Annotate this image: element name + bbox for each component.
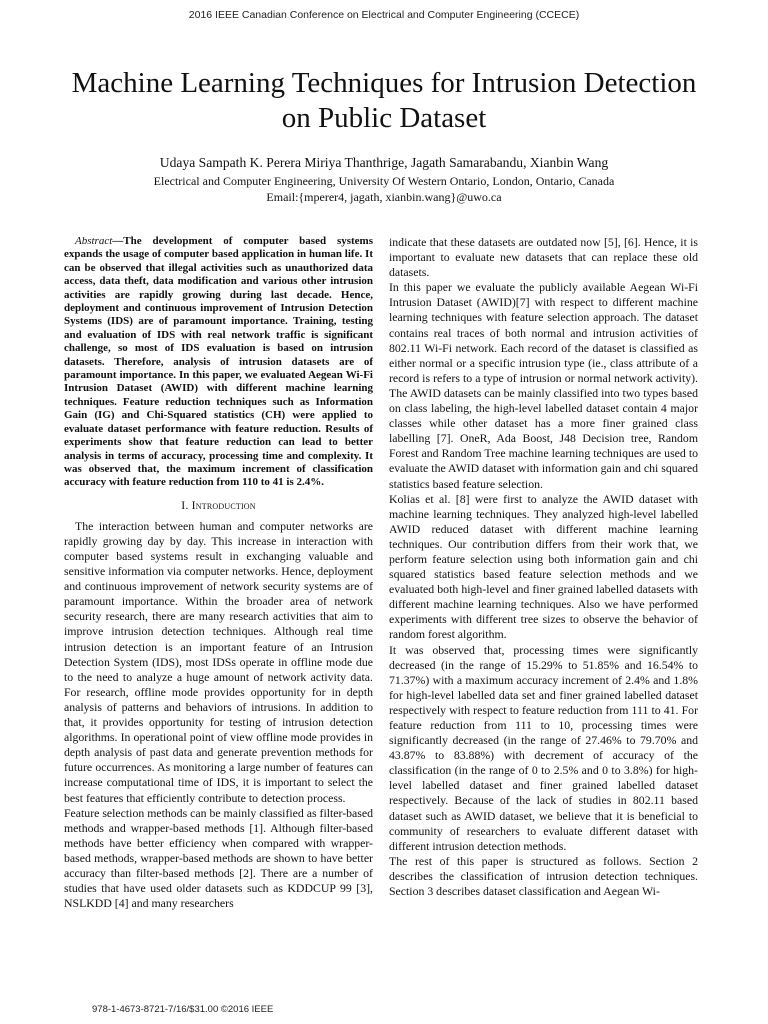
intro-paragraph-3: indicate that these datasets are outdated now [5], [6]. Hence, it is important to evaluate new datasets that can replace these old datasets. [389, 235, 698, 280]
left-column [64, 235, 373, 911]
abstract-label: Abstract [75, 235, 113, 247]
author-list: Udaya Sampath K. Perera Miriya Thanthrige, Jagath Samarabandu, Xianbin Wang [159, 155, 609, 170]
affiliation: Electrical and Computer Engineering, University Of Western Ontario, London, Ontario, Canada [153, 174, 615, 188]
right-column [389, 235, 698, 899]
intro-paragraph-2: Feature selection methods can be mainly classified as filter-based methods and wrapper-based methods [1]. Although filter-based methods have better efficiency when compared with wrapper-based methods, wrapper-based methods are shown to have better accuracy than filter-based methods [2]. There are a number of studies that have used older datasets such as KDDCUP 99 [3], NSLKDD [4] and many researchers [64, 805, 373, 911]
section-title: Introduction [191, 497, 256, 512]
intro-paragraph-7: The rest of this paper is structured as follows. Section 2 describes the classification of intrusion detection techniques. Section 3 describes dataset classification and Aegean Wi- [389, 853, 698, 899]
abstract [64, 235, 373, 490]
section-heading-introduction [64, 498, 373, 513]
copyright-footer: 978-1-4673-8721-7/16/$31.00 ©2016 IEEE [92, 1004, 274, 1015]
intro-paragraph-4: In this paper we evaluate the publicly available Aegean Wi-Fi Intrusion Dataset (AWID)[7] with respect to different machine learning techniques with feature selection approach. The dataset contains real traces of both normal and intrusion activities of 802.11 Wi-Fi network. Each record of the dataset is classified as either normal or a specific intrusion type (ie., class attribute of a record is refers to a type of intrusion or normal network activity). The AWID datasets can be mainly classified into two types based on class labeling, the high-level labelled dataset contain 4 major classes while other dataset has a more finer grained class labelling [7]. OneR, Ada Boost, J48 Decision tree, Random Forest and Random Tree machine learning techniques are used to evaluate the AWID dataset with information gain and chi squared statistics based feature selection. [389, 280, 698, 491]
conference-header: 2016 IEEE Canadian Conference on Electrical and Computer Engineering (CCECE) [188, 9, 580, 21]
intro-paragraph-5: Kolias et al. [8] were first to analyze the AWID dataset with machine learning techniques. They analyzed high-level labelled AWID reduced dataset with different machine learning techniques. Our contribution differs from their work that, we perform feature selection using both information gain and chi squared statistics based feature selection methods and we evaluated both high-level and finer grained labelled datasets with different machine learning techniques. Also we have performed experiments with different tree sizes to observe the behavior of random forest algorithm. [389, 491, 698, 642]
abstract-text: —The development of computer based systems expands the usage of computer based application in human life. It can be observed that illegal activities such as unauthorized data access, data theft, data modification and various other intrusion activities are rapidly growing during last decade. Hence, deployment and continuous improvement of Intrusion Detection Systems (IDS) are of paramount importance. Training, testing and evaluation of IDS with real network traffic is significant challenge, so most of IDS evaluation is based on intrusion datasets. Therefore, analysis of intrusion datasets are of paramount importance. In this paper, we evaluated Aegean Wi-Fi Intrusion Dataset (AWID) with different machine learning techniques. Feature reduction techniques such as Information Gain (IG) and Chi-Squared statistics (CH) were applied to evaluate dataset performance with feature reduction. Results of experiments show that feature reduction can lead to better analysis in terms of accuracy, processing time and complexity. It was observed that, the maximum increment of classification accuracy with feature reduction from 110 to 41 is 2.4%. [64, 235, 373, 489]
section-number: I. [181, 497, 189, 512]
intro-paragraph-1: The interaction between human and computer networks are rapidly growing day by day. This increase in interaction with computer based systems result in exchanging valuable and sensitive information via computer networks. Hence, deployment and continuous improvement of network security systems are of paramount importance. Within the broader area of network security research, there are many research activities that aim to improve intrusion detection techniques. Although real time intrusion detection is an important feature of an Intrusion Detection System (IDS), most IDSs operate in offline mode due to the need to analyze a huge amount of network activity data. For research, offline mode provides opportunity for in depth analysis of patterns and behaviors of intrusions. In addition to that, it provides opportunity for testing of intrusion detection algorithms. In operational point of view offline mode provides in depth analysis of past data and generate prevention methods for future occurrences. As monitoring a large number of features can increase computational time of IDS, it is important to select the best features that efficiently contribute to detection process. [64, 518, 373, 805]
intro-paragraph-6: It was observed that, processing times were significantly decreased (in the range of 15.29% to 51.85% and 16.54% to 71.37%) with a maximum accuracy increment of 2.4% and 1.8% for high-level labelled data set and finer grained labelled dataset respectively with respect to feature reduction from 111 to 41. For feature reduction from 111 to 10, processing times were significantly decreased (in the range of 27.46% to 79.70% and 43.87% to 83.88%) with decrement of accuracy of the classification (in the range of 0 to 2.5% and 0 to 3.8%) for high-level labelled dataset and finer grained labelled dataset respectively. Because of the lack of studies in 802.11 based dataset such as AWID dataset, we believe that it is beneficial to community of researchers to evaluate different dataset with different intrusion detection methods. [389, 642, 698, 853]
paper-title: Machine Learning Techniques for Intrusion Detection on Public Dataset [71, 67, 697, 134]
author-email: Email:{mperer4, jagath, xianbin.wang}@uwo.ca [266, 190, 502, 204]
